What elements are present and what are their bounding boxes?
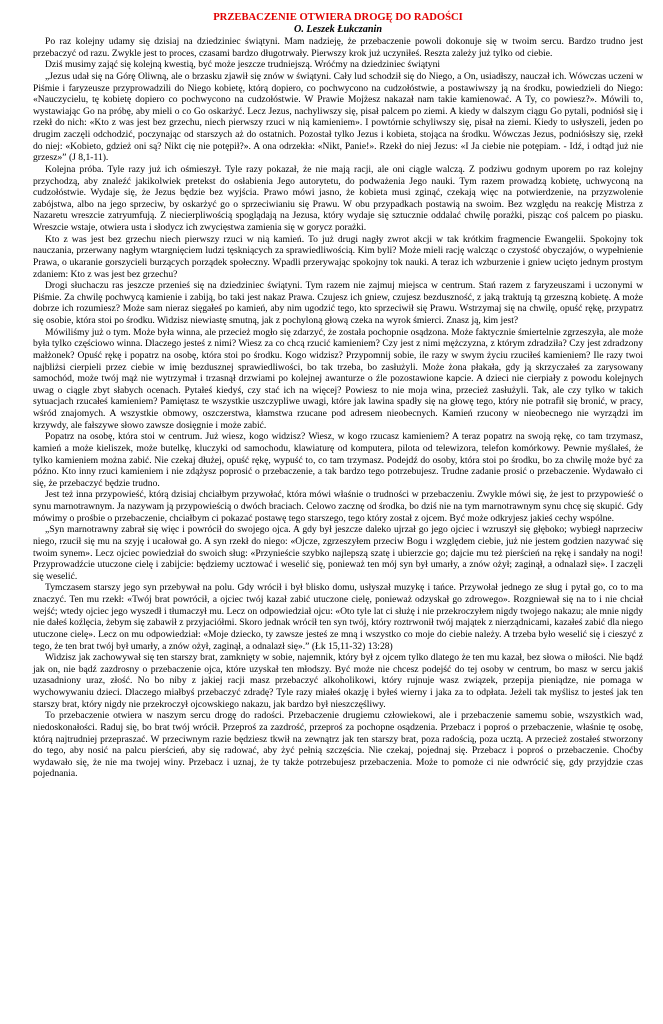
paragraph: Dziś musimy zająć się kolejną kwestią, być może jeszcze trudniejszą. Wróćmy na dziedziniec świątyni — [45, 59, 441, 71]
paragraph: Mówiliśmy już o tym. Może była winna, ale przecież mogło się zdarzyć, że została pochopnie osądzona. Może faktycznie śmiertelnie zgrzeszyła, ale może była tylko częściowo winna. Dlaczego jesteś z nimi? Wiesz za co chcą rzucić kamieniem? Czy jest z nimi mężczyzna, z którym zdradziła? Czy jest zdradzony małżonek? Opuść rękę i popatrz na osobę, która stoi po środku. Kogo widzisz? Przypomnij sobie, ile razy w swym życiu rzuciłeś kamieniem? Ile razy twoi najbliżsi cierpieli przez ciebie w imię bezdusznej sprawiedliwości, bo tak trzeba, bo zasłużyli. Może żona płakała, gdy ją skrzyczałeś za zarysowany samochód, może twój mąż nie wytrzymał i trzasnął drzwiami po kolejnej awanturze o źle pozostawione kapcie. A dzieci nie cierpiały z powodu kolejnych uwag o ciągle zbyt słabych ocenach. Pytałeś kiedyś, czy stać ich na więcej? Powiesz to nie moja wina, przecież zasłużyli. Tak, ale czy tylko w takich sytuacjach rzucałeś kamieniem? Pamiętasz te wszystkie uszczypliwe uwagi, które jak lawina spadły się na głowę tego, który nie potrafił się bronić, w pracy, wśród znajomych. A wszystkie obmowy, oszczerstwa, kłamstwa rzucane pod adresem nieobecnych. Kamień rzucony w nieobecnego nie wyrządzi im krzywdy, ale fałszywe słowo zawsze dosięgnie i może zabić. — [33, 326, 643, 431]
paragraph: Drogi słuchaczu ras jeszcze przenieś się na dziedziniec świątyni. Tym razem nie zajmuj miejsca w centrum. Stań razem z faryzeuszami i uczonymi w Piśmie. Za chwilę pochwycą kamienie i zabiją, bo taki jest nakaz Prawa. Czujesz ich gniew, czujesz bezduszność, z jaką traktują tą grzeszną kobietę. A może dobrze ich rozumiesz? Może sam nieraz sięgałeś po kamień, aby nim ugodzić tego, kto sprzeciwił się Prawu. Wstrzymaj się na chwilę, opuść rękę, przypatrz się osobie, która stoi po środku. Widzisz niewiastę smutną, jak z pochyloną głową czeka na wyrok śmierci. Znasz ją, kim jest? — [33, 280, 643, 326]
paragraph: Kto z was jest bez grzechu niech pierwszy rzuci w nią kamień. To już drugi nagły zwrot akcji w tak krótkim fragmencie Ewangelii. Spokojny tok nauczania, przerwany nagłym wtargnięciem ludzi tęskniących za sprawiedliwością. Kim byli? Może mieli rację walcząc o czystość obyczajów, o wypełnienie Prawa, o ukaranie gorszycieli burzących porządek społeczny. Wpadli przerywając spokojny tok nauki. A teraz ich wzburzenie i gniew ucięto jednym prostym zdaniem: Kto z was jest bez grzechu? — [33, 233, 643, 280]
paragraph: To przebaczenie otwiera w naszym sercu drogę do radości. Przebaczenie drugiemu człowiekowi, ale i przebaczenie samemu sobie, wszystkich wad, niedoskonałości. Raduj się, bo brat twój wrócił. Przeproś za zazdrość, przeproś za pochopne osądzenia. Przebacz i poproś o przebaczenie, właśnie tę osobę, którą najtrudniej przepraszać. W przeciwnym razie będziesz tkwił na zewnątrz jak ten starszy brat, poza radością, poza ucztą. A przecież zostałeś stworzony do tego, aby nosić na palcu pierścień, aby się radować, aby żyć pełnią szczęścia. Nie czekaj, pojednaj się. Przebacz i poproś o przebaczenie. Choćby wydawało się, że nie ma twojej winy. Przebacz i uznaj, że ty także potrzebujesz przebaczenia. Może to pomoże ci nie odwrócić się, gdy przyjdzie czas pojednania. — [33, 710, 643, 780]
paragraph: Popatrz na osobę, która stoi w centrum. Już wiesz, kogo widzisz? Wiesz, w kogo rzucasz kamieniem? A teraz popatrz na swoją rękę, co tam trzymasz, kamień a może kieliszek, może butelkę, kluczyki od samochodu, klawiaturę od komputera, pilota od telewizora, telefon komórkowy. Pewnie myślałeś, że tylko kamieniem można zabić. Nie czekaj dłużej, opuść rękę, wypuść to, co tam trzymasz. Podejdź do osoby, która stoi po środku, bo za chwilę może być za późno. Kto inny rzuci kamieniem i nie zdążysz poprosić o przebaczenie, a tak bardzo tego potrzebujesz. Trudne zadanie prosić o przebaczenie. Wydawało ci się, że przebaczyć będzie trudno. — [33, 431, 643, 489]
document-body — [33, 36, 643, 780]
paragraph: Jest też inna przypowieść, którą dzisiaj chciałbym przywołać, która mówi właśnie o trudności w przebaczeniu. Zwykle mówi się, że jest to przypowieść o synu marnotrawnym. Ja nazywam ją przypowieścią o dwóch braciach. Celowo zacznę od środka, bo dziś nie na tym marnotrawnym synu chcę się skupić. Gdy mówimy o prośbie o przebaczenie, chciałbym ci pokazać postawę tego starszego, tego który został z ojcem. Być może odkryjesz jakieś cechy wspólne. — [33, 489, 643, 524]
scripture-quote: „Syn marnotrawny zabrał się więc i powrócił do swojego ojca. A gdy był jeszcze daleko ujrzał go jego ojciec i wzruszył się głęboko; wybiegł naprzeciw niego, rzucił się mu na szyję i ucałował go. A syn rzekł do niego: «Ojcze, zgrzeszyłem przeciw Bogu i względem ciebie, już nie jestem godzien nazywać się twoim synem». Lecz ojciec powiedział do swoich sług: «Przynieście szybko najlepszą szatę i ubierzcie go; dajcie mu też pierścień na rękę i sandały na nogi! Przyprowadźcie utuczone cielę i zabijcie: będziemy ucztować i weselić się, ponieważ ten mój syn był umarły, a znów ożył; zaginął, a odnalazł się». I zaczęli się weselić. — [33, 524, 643, 582]
scripture-quote: Tymczasem starszy jego syn przebywał na polu. Gdy wrócił i był blisko domu, usłyszał muzykę i tańce. Przywołał jednego ze sług i pytał go, co to ma znaczyć. Ten mu rzekł: «Twój brat powrócił, a ojciec twój kazał zabić utuczone cielę, ponieważ odzyskał go zdrowego». Rozgniewał się na to i nie chciał wejść; wtedy ojciec jego wyszedł i tłumaczył mu. Lecz on odpowiedział ojcu: «Oto tyle lat ci służę i nie przekroczyłem nigdy twojego nakazu; ale mnie nigdy nie dałeś koźlęcia, żebym się zabawił z przyjaciółmi. Skoro jednak wrócił ten syn twój, który roztrwonił twój majątek z nierządnicami, kazałeś zabić dla niego utuczone cielę». Lecz on mu odpowiedział: «Moje dziecko, ty zawsze jesteś ze mną i wszystko co moje do ciebie należy. A trzeba było weselić się i cieszyć z tego, że ten brat twój był umarły, a znów ożył, zaginął, a odnalazł się».” (Łk 15,11-32) 13:28) — [33, 582, 643, 652]
author-name: O. Leszek Łukczanin — [293, 24, 382, 35]
paragraph: Po raz kolejny udamy się dzisiaj na dziedziniec świątyni. Mam nadzieję, że przebaczenie powoli dokonuje się w twoim sercu. Bardzo trudno jest przebaczyć od razu. Zwykle jest to proces, czasami bardzo długotrwały. Pierwszy krok już uczyniłeś. Reszta zależy już tylko od ciebie. — [33, 36, 643, 59]
scripture-quote: „Jezus udał się na Górę Oliwną, ale o brzasku zjawił się znów w świątyni. Cały lud schodził się do Niego, a On, usiadłszy, nauczał ich. Wówczas uczeni w Piśmie i faryzeusze przyprowadzili do Niego kobietę, którą dopiero, co pochwycono na cudzołóstwie, a postawiwszy ją na środku, powiedzieli do Niego: «Nauczycielu, tę kobietę dopiero co pochwycono na cudzołóstwie. W Prawie Mojżesz nakazał nam takie kamienować. A Ty, co powiesz?». Mówili to, wystawiając Go na próbę, aby mieli o co Go oskarżyć. Lecz Jezus, nachyliwszy się, pisał palcem po ziemi. A kiedy w dalszym ciągu Go pytali, podniósł się i rzekł do nich: «Kto z was jest bez grzechu, niech pierwszy rzuci w nią kamieniem». I powtórnie schyliwszy się, pisał na ziemi. Kiedy to usłyszeli, jeden po drugim zaczęli odchodzić, poczynając od starszych aż do ostatnich. Pozostał tylko Jezus i kobieta, stojąca na środku. Wówczas Jezus, podniósłszy się, rzekł do niej: «Kobieto, gdzież oni są? Nikt cię nie potępił?». A ona odrzekła: «Nikt, Panie!». Rzekł do niej Jezus: «I Ja ciebie nie potępiam. - Idź, i odtąd już nie grzesz»” (J 8,1-11). — [33, 70, 643, 164]
document-title: PRZEBACZENIE OTWIERA DROGĘ DO RADOŚCI — [213, 12, 463, 23]
paragraph: Widzisz jak zachowywał się ten starszy brat, zamknięty w sobie, najemnik, który był z ojcem tylko dlatego że ten mu kazał, bez słowa o miłości. Nie bądź jak on, nie bądź zazdrosny o przebaczenie ojca, które uzyskał ten młodszy. Być może nie chcesz podejść do tej osoby w centrum, bo masz w sercu jakiś uzasadniony uraz, złość. No bo niby z jakiej racji masz przebaczyć alkoholikowi, który rujnuje wasz związek, przepija pieniądze, nie pomaga w wychowywaniu dzieci. Dlaczego miałbyś przebaczyć zdradę? Tyle razy miałeś okazję i byłeś wierny i jaka za to odpłata. Jeżeli tak myślisz to jesteś jak ten starszy brat, który nigdy nie przekroczył ojcowskiego nakazu, jak bardzo był nieszczęśliwy. — [33, 652, 643, 710]
paragraph: Kolejna próba. Tyle razy już ich ośmieszył. Tyle razy pokazał, że nie mają racji, ale oni ciągle walczą. Z podziwu godnym uporem po raz kolejny przychodzą, aby znaleźć jakikolwiek pretekst do osłabienia Jego autorytetu, do podważenia Jego nauki. Tym razem prowadzą kobietę, uchwyconą na cudzołóstwie. Wydaje się, że Jezus będzie bez wyjścia. Prawo mówi jasno, że kobieta musi zginąć, czekają więc na potwierdzenie, na przyzwolenie zabójstwa, albo na jego sprzeciw, by oskarżyć go o sprzeciwianiu się Prawu. W obu przypadkach postawią na swoim. Bez względu na reakcję Mistrza z Nazaretu wreszcie zatryumfują. Z niecierpliwością spoglądają na Jezusa, który wydaje się sztucznie oddalać chwilę porażki, pisząc coś palcem po piasku. Wreszcie wstaje, otwiera usta i słodycz ich zwycięstwa zamienia się w gorycz porażki. — [33, 163, 643, 233]
